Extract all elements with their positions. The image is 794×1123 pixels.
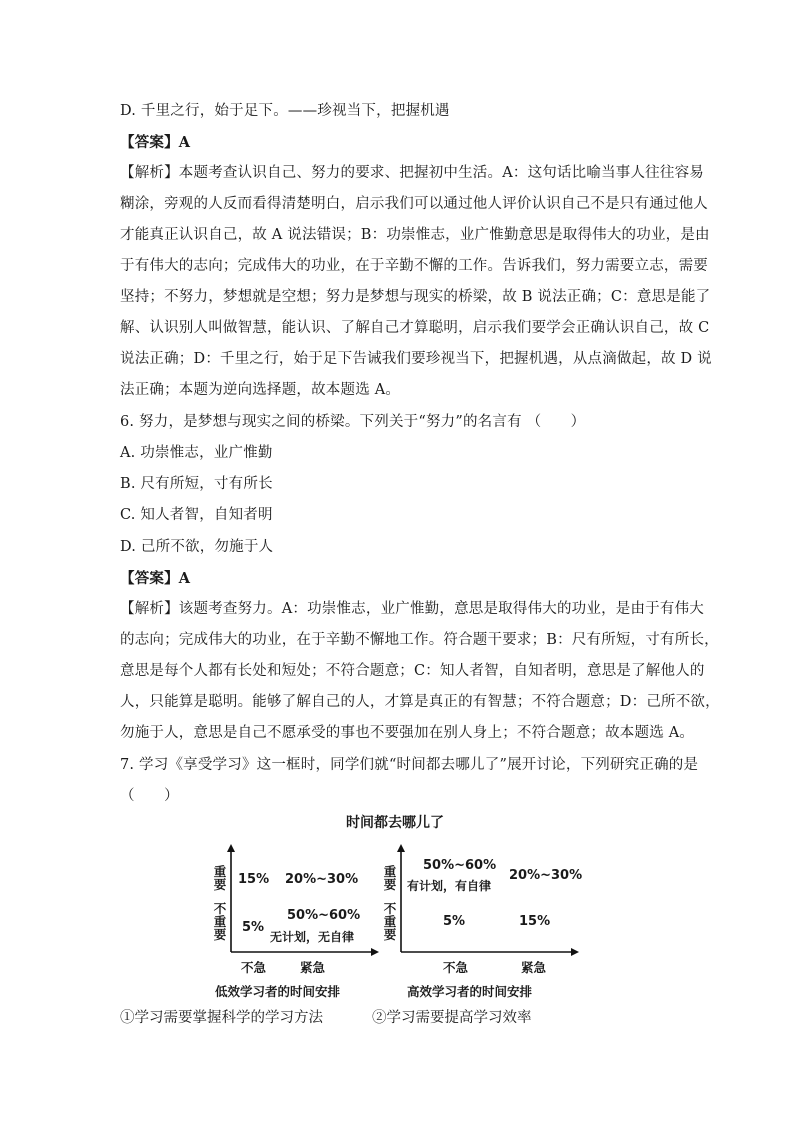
right-y-arrow	[397, 844, 405, 852]
question-6-option-d: D. 己所不欲，勿施于人	[120, 539, 274, 555]
left-bottom-left-value: 5%	[242, 920, 265, 935]
analysis-line: 解、认识别人叫做智慧，能认识、了解自己才算聪明，启示我们要学会正确认识自己，故 C	[120, 320, 710, 336]
analysis-line: 的志向；完成伟大的功业，在于辛勤不懈地工作。符合题干要求；B：尺有所短，寸有所长，	[120, 632, 719, 648]
left-y-top-label: 重 要	[213, 864, 227, 892]
time-allocation-figure	[205, 812, 585, 1002]
right-top-left-value: 50%~60%	[423, 858, 497, 873]
low-efficiency-matrix	[205, 840, 380, 1000]
question-6-stem: 6. 努力，是梦想与现实之间的桥梁。下列关于“努力”的名言有 （ ）	[120, 414, 586, 430]
question-7-option-1: ①学习需要掌握科学的学习方法	[120, 1010, 323, 1026]
high-efficiency-matrix	[381, 840, 581, 1000]
left-bottom-right-note: 无计划，无自律	[270, 930, 355, 944]
right-top-left-note: 有计划，有自律	[407, 879, 492, 893]
analysis-line: 【解析】该题考查努力。A：功崇惟志，业广惟勤，意思是取得伟大的功业，是由于有伟大	[120, 601, 704, 617]
question-6-option-c: C. 知人者智，自知者明	[120, 507, 273, 523]
question-7-blank: （ ）	[120, 788, 179, 804]
left-x-right-label: 紧急	[300, 960, 326, 975]
analysis-line: 糊涂，旁观的人反而看得清楚明白，启示我们可以通过他人评价认识自己不是只有通过他人	[120, 196, 708, 212]
right-x-arrow	[571, 948, 579, 956]
question-7-stem: 7. 学习《享受学习》这一框时，同学们就“时间都去哪儿了”展开讨论，下列研究正确的是	[120, 757, 699, 773]
right-x-left-label: 不急	[443, 960, 469, 975]
left-bottom-right-value: 50%~60%	[287, 908, 361, 923]
analysis-line: 法正确；本题为逆向选择题，故本题选 A。	[120, 382, 401, 398]
left-x-left-label: 不急	[241, 960, 267, 975]
question-7-option-2: ②学习需要提高学习效率	[372, 1010, 532, 1026]
answer-line: 【答案】A	[120, 570, 191, 587]
option-d-line: D. 千里之行，始于足下。——珍视当下，把握机遇	[120, 103, 450, 119]
right-bottom-right-value: 15%	[519, 914, 551, 929]
left-y-arrow	[227, 844, 235, 852]
analysis-line: 【解析】本题考查认识自己、努力的要求、把握初中生活。A：这句话比喻当事人往往容易	[120, 165, 704, 181]
left-caption: 低效学习者的时间安排	[215, 984, 341, 999]
analysis-line: 说法正确；D：千里之行，始于足下告诫我们要珍视当下，把握机遇，从点滴做起，故 D 说	[120, 351, 712, 367]
right-caption: 高效学习者的时间安排	[407, 984, 533, 999]
right-bottom-left-value: 5%	[443, 914, 466, 929]
left-y-bottom-label: 不 重 要	[213, 901, 227, 942]
analysis-line: 于有伟大的志向；完成伟大的功业，在于辛勤不懈的工作。告诉我们，努力需要立志，需要	[120, 258, 708, 274]
left-x-arrow	[371, 948, 379, 956]
analysis-line: 坚持；不努力，梦想就是空想；努力是梦想与现实的桥梁，故 B 说法正确；C：意思是能了	[120, 289, 711, 305]
right-top-right-value: 20%~30%	[509, 868, 583, 883]
analysis-line: 人，只能算是聪明。能够了解自己的人，才算是真正的有智慧；不符合题意；D：己所不欲，	[120, 694, 720, 710]
right-y-top-label: 重 要	[383, 864, 397, 892]
answer-line: 【答案】A	[120, 134, 191, 151]
left-top-right-value: 20%~30%	[285, 872, 359, 887]
analysis-line: 意思是每个人都有长处和短处；不符合题意；C：知人者智，自知者明，意思是了解他人的	[120, 663, 705, 679]
question-6-option-a: A. 功崇惟志，业广惟勤	[120, 445, 273, 461]
question-6-option-b: B. 尺有所短，寸有所长	[120, 476, 273, 492]
right-x-right-label: 紧急	[521, 960, 547, 975]
left-top-left-value: 15%	[238, 872, 270, 887]
figure-title: 时间都去哪儿了	[346, 815, 444, 831]
right-y-bottom-label: 不 重 要	[383, 901, 397, 942]
analysis-line: 勿施于人，意思是自己不愿承受的事也不要强加在别人身上；不符合题意；故本题选 A。	[120, 725, 695, 741]
analysis-line: 才能真正认识自己，故 A 说法错误；B：功崇惟志，业广惟勤意思是取得伟大的功业，是由	[120, 227, 710, 243]
